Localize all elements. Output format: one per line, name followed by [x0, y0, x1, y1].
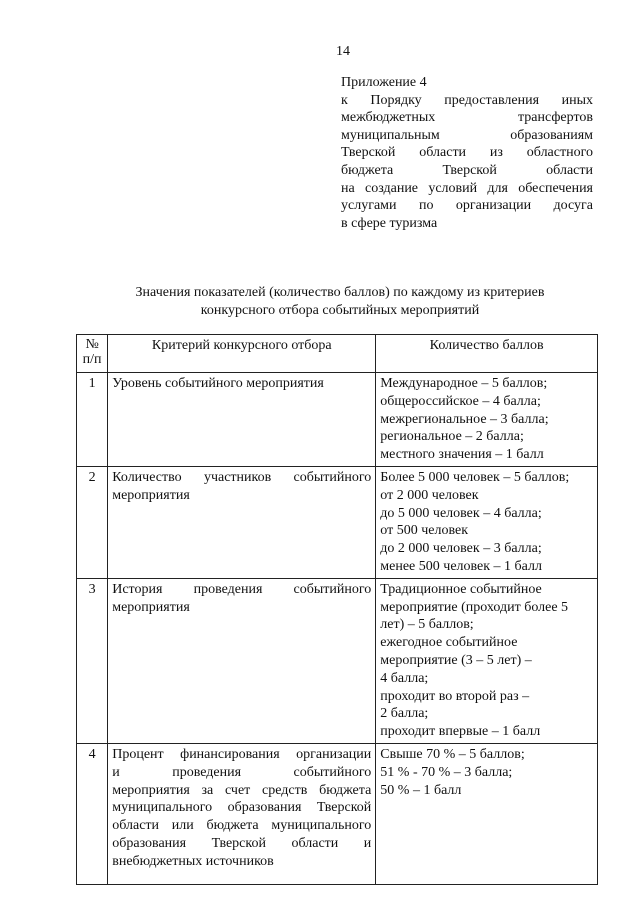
appendix-line: услугами по организации досуга — [341, 198, 593, 214]
points-line: местного значения – 1 балл — [380, 447, 544, 463]
row-number: 2 — [77, 466, 108, 578]
document-title — [80, 284, 600, 320]
title-line-1: Значения показателей (количество баллов) по каждому из критериев — [135, 285, 545, 300]
row-criterion — [108, 578, 376, 743]
appendix-line: на создание условий для обеспечения — [341, 180, 593, 196]
row-points — [376, 373, 598, 467]
header-points: Количество баллов — [376, 335, 598, 373]
points-line: мероприятие (проходит более 5 — [380, 599, 569, 615]
criteria-table — [76, 334, 598, 885]
row-number: 3 — [77, 578, 108, 743]
header-number-abbr: п/п — [82, 352, 102, 367]
criterion-line: мероприятия — [112, 599, 190, 615]
points-line: до 2 000 человек – 3 балла; — [380, 541, 542, 557]
table-header-row — [77, 335, 598, 373]
points-line: мероприятие (3 – 5 лет) – — [380, 652, 532, 668]
row-criterion — [108, 743, 376, 884]
points-line: ежегодное событийное — [380, 635, 518, 651]
table-row — [77, 578, 598, 743]
row-points — [376, 466, 598, 578]
appendix-line: бюджета Тверской области — [341, 162, 593, 178]
table-row — [77, 373, 598, 467]
criterion-line: внебюджетных источников — [112, 853, 274, 869]
appendix-header — [341, 74, 593, 232]
criterion-line: Уровень событийного мероприятия — [112, 376, 324, 391]
title-line-2: конкурсного отбора событийных мероприятий — [200, 303, 480, 318]
points-line: лет) – 5 баллов; — [380, 617, 474, 633]
criterion-line: мероприятия — [112, 487, 190, 503]
points-line: до 5 000 человек – 4 балла; — [380, 505, 542, 521]
header-number — [77, 335, 108, 373]
points-line: общероссийское – 4 балла; — [380, 393, 541, 409]
points-line: Международное – 5 баллов; — [380, 376, 548, 391]
criterion-line: История проведения событийного — [112, 581, 372, 597]
points-line: менее 500 человек – 1 балл — [380, 558, 542, 574]
row-points — [376, 743, 598, 884]
page-number: 14 — [336, 44, 350, 59]
criterion-line: Процент финансирования организации — [112, 746, 372, 762]
points-line: Традиционное событийное — [380, 581, 542, 597]
points-line: региональное – 2 балла; — [380, 429, 524, 445]
row-number: 4 — [77, 743, 108, 884]
header-criterion: Критерий конкурсного отбора — [108, 335, 376, 373]
header-number-symbol: № — [85, 337, 99, 352]
points-line: Свыше 70 % – 5 баллов; — [380, 746, 525, 762]
criterion-line: муниципального образования Тверской — [112, 800, 372, 816]
points-line: от 2 000 человек — [380, 487, 479, 503]
criterion-line: и проведения событийного — [112, 764, 372, 780]
row-criterion — [108, 373, 376, 467]
points-line: проходит впервые – 1 балл — [380, 724, 541, 740]
points-line: 4 балла; — [380, 670, 429, 686]
row-points — [376, 578, 598, 743]
points-line: 51 % - 70 % – 3 балла; — [380, 764, 513, 780]
points-line: межрегиональное – 3 балла; — [380, 411, 549, 427]
criterion-line: мероприятия за счет средств бюджета — [112, 782, 372, 798]
table-row — [77, 743, 598, 884]
row-number: 1 — [77, 373, 108, 467]
row-criterion — [108, 466, 376, 578]
appendix-line: в сфере туризма — [341, 215, 438, 231]
criterion-line: образования Тверской области и — [112, 835, 372, 851]
criterion-line: Количество участников событийного — [112, 469, 372, 485]
criterion-line: области или бюджета муниципального — [112, 818, 372, 834]
appendix-line: Тверской области из областного — [341, 145, 593, 161]
points-line: от 500 человек — [380, 523, 468, 539]
points-line: 2 балла; — [380, 706, 429, 722]
appendix-line: к Порядку предоставления иных — [341, 92, 593, 108]
appendix-line: Приложение 4 — [341, 75, 427, 90]
points-line: 50 % – 1 балл — [380, 782, 462, 798]
points-line: Более 5 000 человек – 5 баллов; — [380, 469, 570, 485]
appendix-line: муниципальным образованиям — [341, 127, 593, 143]
table-row — [77, 466, 598, 578]
points-line: проходит во второй раз – — [380, 688, 530, 704]
appendix-line: межбюджетных трансфертов — [341, 110, 593, 126]
